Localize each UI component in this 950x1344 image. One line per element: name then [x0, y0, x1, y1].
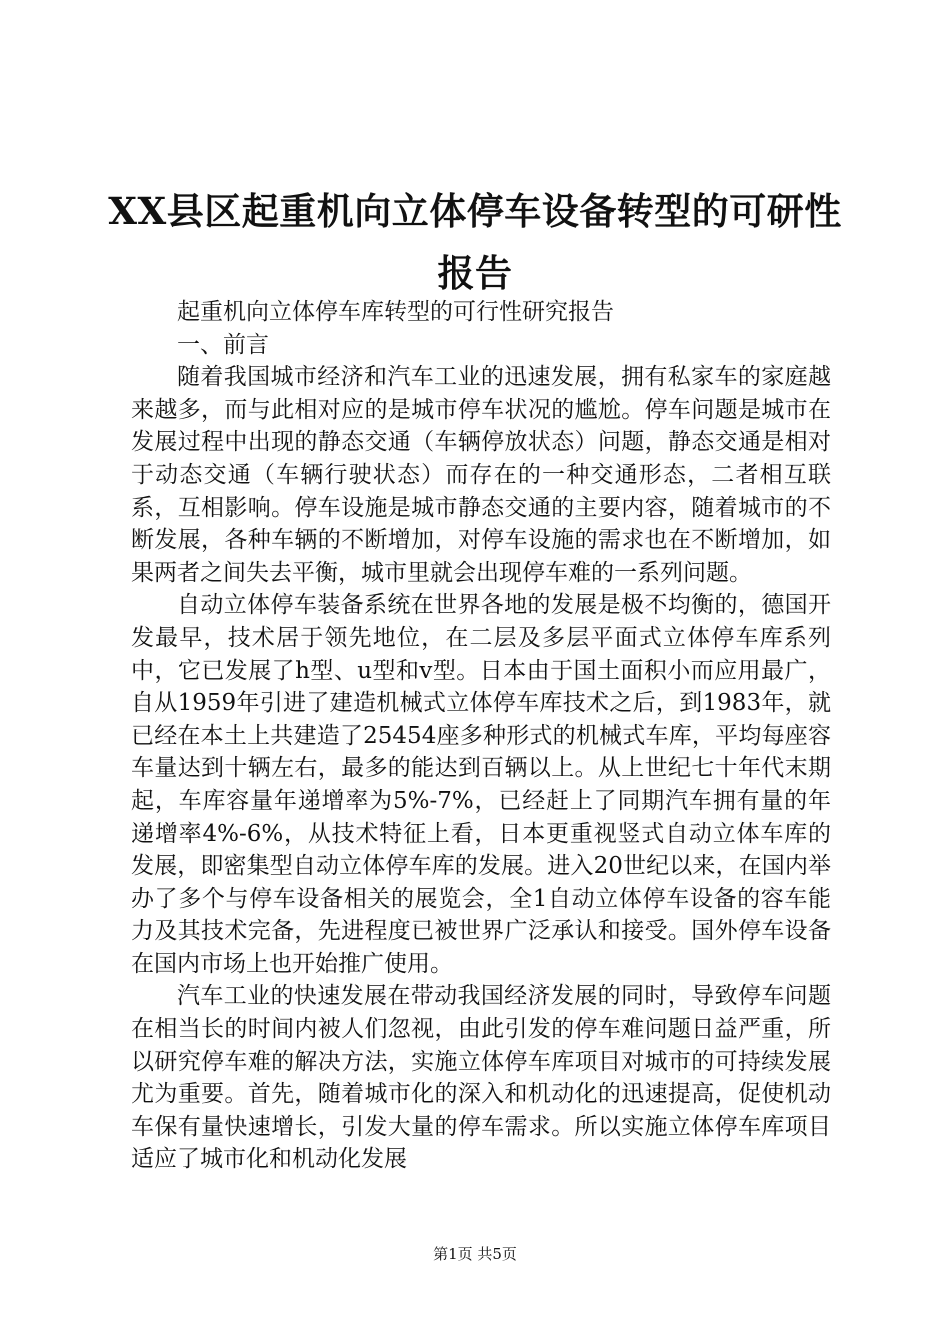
- body-paragraph: 汽车工业的快速发展在带动我国经济发展的同时，导致停车问题在相当长的时间内被人们忽视，由此引发的停车难问题日益严重，所以研究停车难的解决方法，实施立体停车库项目对城市的可持续发展尤为重要。首先，随着城市化的深入和机动化的迅速提高，促使机动车保有量快速增长，引发大量的停车需求。所以实施立体停车库项目适应了城市化和机动化发展: [131, 983, 831, 1173]
- page-footer: 第1页 共5页: [433, 1245, 517, 1263]
- document-title: XX县区起重机向立体停车设备转型的可研性报告: [108, 189, 842, 295]
- body-paragraph: 自动立体停车装备系统在世界各地的发展是极不均衡的，德国开发最早，技术居于领先地位，在二层及多层平面式立体停车库系列中，它已发展了h型、u型和v型。日本由于国土面积小而应用最广，自从1959年引进了建造机械式立体停车库技术之后，到1983年，就已经在本土上共建造了25454座多种形式的机械式车库，平均每座容车量达到十辆左右，最多的能达到百辆以上。从上世纪七十年代末期起，车库容量年递增率为5%-7%，已经赶上了同期汽车拥有量的年递增率4%-6%，从技术特征上看，日本更重视竖式自动立体车库的发展，即密集型自动立体停车库的发展。进入20世纪以来，在国内举办了多个与停车设备相关的展览会，全1自动立体停车设备的容车能力及其技术完备，先进程度已被世界广泛承认和接受。国外停车设备在国内市场上也开始推广使用。: [131, 592, 831, 977]
- body-paragraph: 随着我国城市经济和汽车工业的迅速发展，拥有私家车的家庭越来越多，而与此相对应的是城市停车状况的尴尬。停车问题是城市在发展过程中出现的静态交通（车辆停放状态）问题，静态交通是相对于动态交通（车辆行驶状态）而存在的一种交通形态，二者相互联系，互相影响。停车设施是城市静态交通的主要内容，随着城市的不断发展，各种车辆的不断增加，对停车设施的需求也在不断增加，如果两者之间失去平衡，城市里就会出现停车难的一系列问题。: [131, 364, 831, 586]
- document-body: [131, 296, 831, 1176]
- section-heading: 一、前言: [177, 331, 269, 358]
- subtitle-paragraph: 起重机向立体停车库转型的可行性研究报告: [177, 299, 614, 325]
